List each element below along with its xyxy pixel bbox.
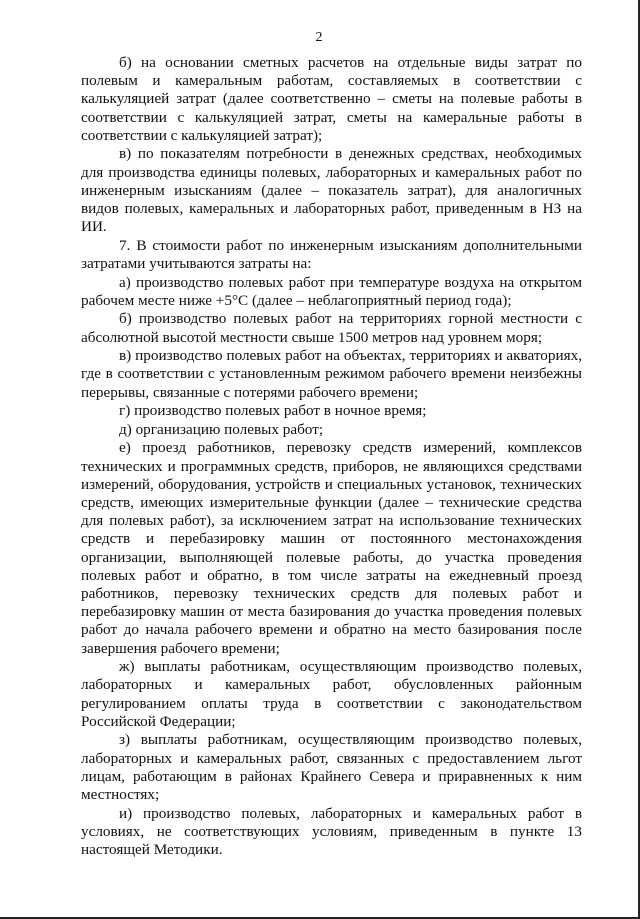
paragraph-b-estimates: б) на основании сметных расчетов на отдельные виды затрат по полевым и камеральным работам, составляемых в соответствии с калькуляцией затрат (далее соответственно – сметы на полевые работы в соответствии с калькуляцией затрат, сметы на камеральные работы в соответствии с калькуляцией затрат); [81,54,582,144]
list-item-v: в) производство полевых работ на объектах, территориях и акваториях, где в соответствии с установленным режимом рабочего времени неизбежны перерывы, связанные с потерями рабочего времени; [81,347,582,401]
paragraph-v-cost-indicators: в) по показателям потребности в денежных средствах, необходимых для производства единицы полевых, лабораторных и камеральных работ по инженерным изысканиям (далее – показатель затрат), для аналогичных видов полевых, камеральных и лабораторных работ, приведенным в НЗ на ИИ. [81,145,582,236]
list-item-i: и) производство полевых, лабораторных и камеральных работ в условиях, не соответствующих условиям, приведенным в пункте 13 настоящей Методики. [81,804,582,859]
document-body [81,54,582,860]
list-item-b: б) производство полевых работ на территориях горной местности с абсолютной высотой местности свыше 1500 метров над уровнем моря; [81,310,582,346]
paragraph-7-additional-costs: 7. В стоимости работ по инженерным изысканиям дополнительными затратами учитываются затраты на: [81,236,582,273]
list-item-z: з) выплаты работникам, осуществляющим производство полевых, лабораторных и камеральных работ, связанных с предоставлением льгот лицам, работающим в районах Крайнего Севера и приравненных к ним местностях; [81,731,582,804]
list-item-a: а) производство полевых работ при температуре воздуха на открытом рабочем месте ниже +5°C (далее – неблагоприятный период года); [81,273,582,309]
list-item-g: г) производство полевых работ в ночное время; [119,402,427,420]
list-item-e: е) проезд работников, перевозку средств измерений, комплексов технических и программных средств, приборов, не являющихся средствами измерений, оборудования, устройств и специальных установок, технических средств, имеющих измерительные функции (далее – технические средства для полевых работ), за исключением затрат на использование технических средств и перебазировку машин от постоянного местонахождения организации, выполняющей полевые работы, до участка проведения полевых работ и обратно, в том числе затраты на ежедневный проезд работников, перевозку технических средств для полевых работ и перебазировку машин от места базирования до участка проведения полевых работ до начала рабочего времени и обратно на место базирования после завершения рабочего времени; [81,439,582,657]
list-item-zh: ж) выплаты работникам, осуществляющим производство полевых, лабораторных и камеральных работ, обусловленных районным регулированием оплаты труда в соответствии с законодательством Российской Федерации; [81,658,582,730]
page-number: 2 [315,30,323,45]
list-item-d: д) организацию полевых работ; [119,420,324,438]
